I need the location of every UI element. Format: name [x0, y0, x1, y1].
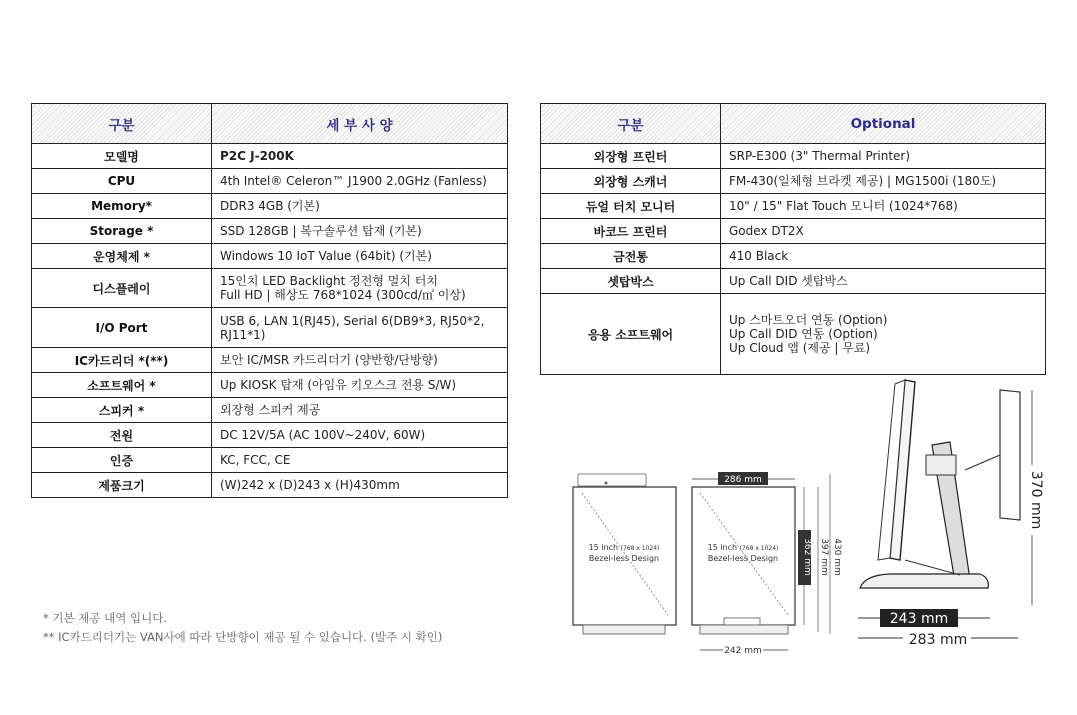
row-label: 외장형 스캐너 — [541, 169, 721, 194]
row-value: Godex DT2X — [721, 219, 1046, 244]
screen-size-label: 15 inch (768 x 1024) — [707, 543, 779, 552]
row-label: 응용 소프트웨어 — [541, 294, 721, 375]
row-value — [212, 269, 508, 308]
row-label: 인증 — [32, 448, 212, 473]
table-row — [541, 144, 1046, 169]
row-label: 바코드 프린터 — [541, 219, 721, 244]
spec-table-header — [32, 104, 508, 144]
row-value: DC 12V/5A (AC 100V~240V, 60W) — [212, 423, 508, 448]
table-row — [541, 219, 1046, 244]
table-row — [32, 269, 508, 308]
row-value-line: 15인치 LED Backlight 정전형 멀치 터치 — [220, 274, 438, 288]
header-optional: Optional — [721, 104, 1046, 144]
dim-width-top: 286 mm — [724, 475, 762, 485]
row-value: 4th Intel® Celeron™ J1900 2.0GHz (Fanless) — [212, 169, 508, 194]
row-label: Memory* — [32, 194, 212, 219]
row-label: 외장형 프린터 — [541, 144, 721, 169]
row-label: 소프트웨어 * — [32, 373, 212, 398]
footnotes — [43, 609, 442, 647]
row-label: 금전통 — [541, 244, 721, 269]
row-label: 전원 — [32, 423, 212, 448]
header-category: 구분 — [32, 104, 212, 144]
row-value: DDR3 4GB (기본) — [212, 194, 508, 219]
table-row — [541, 194, 1046, 219]
optional-table-header — [541, 104, 1046, 144]
row-value: 410 Black — [721, 244, 1046, 269]
row-label: CPU — [32, 169, 212, 194]
optional-table — [540, 103, 1046, 375]
row-value: SRP-E300 (3" Thermal Printer) — [721, 144, 1046, 169]
row-value-line: Up Cloud 앱 (제공 | 무료) — [729, 341, 871, 355]
row-label: 모델명 — [32, 144, 212, 169]
row-value: 10" / 15" Flat Touch 모니터 (1024*768) — [721, 194, 1046, 219]
row-value: Up KIOSK 탑재 (아임유 키오스크 전용 S/W) — [212, 373, 508, 398]
row-value-line: Up 스마트오더 연동 (Option) — [729, 313, 888, 327]
row-value: KC, FCC, CE — [212, 448, 508, 473]
row-value: 외장형 스피커 제공 — [212, 398, 508, 423]
table-row — [541, 294, 1046, 375]
table-row — [32, 308, 508, 348]
row-value: (W)242 x (D)243 x (H)430mm — [212, 473, 508, 498]
row-label: 스피커 * — [32, 398, 212, 423]
screen-size-label: 15 inch (768 x 1024) — [588, 543, 660, 552]
row-value-line: USB 6, LAN 1(RJ45), Serial 6(DB9*3, RJ50*2, — [220, 313, 485, 328]
row-value-line: RJ11*1) — [220, 327, 266, 342]
row-value: Windows 10 IoT Value (64bit) (기본) — [212, 244, 508, 269]
front-view-right — [692, 472, 842, 656]
dim-screen-height: 362 mm — [802, 538, 812, 576]
row-value: FM-430(일체형 브라켓 제공) | MG1500i (180도) — [721, 169, 1046, 194]
table-row — [32, 244, 508, 269]
row-label: I/O Port — [32, 308, 212, 348]
dim-width-bottom: 242 mm — [724, 646, 762, 656]
table-row — [541, 169, 1046, 194]
table-row — [32, 194, 508, 219]
table-row — [32, 348, 508, 373]
footnote: ** IC카드리더기는 VAN사에 따라 단방향이 제공 될 수 있습니다. (발주 시 확인) — [43, 630, 443, 644]
table-row — [32, 219, 508, 244]
spec-table — [31, 103, 508, 498]
row-value-line: Full HD | 해상도 768*1024 (300cd/㎡ 이상) — [220, 288, 466, 302]
row-value: SSD 128GB | 복구솔루션 탑재 (기본) — [212, 219, 508, 244]
table-row — [32, 144, 508, 169]
table-row — [541, 269, 1046, 294]
row-label: 듀얼 터치 모니터 — [541, 194, 721, 219]
table-row — [32, 448, 508, 473]
row-label: IC카드리더 *(**) — [32, 348, 212, 373]
bezel-label: Bezel-less Design — [588, 554, 660, 563]
table-row — [32, 398, 508, 423]
row-label: 제품크기 — [32, 473, 212, 498]
table-row — [32, 169, 508, 194]
table-row — [32, 473, 508, 498]
row-label: 셋탑박스 — [541, 269, 721, 294]
row-value: Up Call DID 셋탑박스 — [721, 269, 1046, 294]
row-value: P2C J-200K — [212, 144, 508, 169]
dim-depth-283: 283 mm — [908, 632, 968, 648]
product-dimension-diagram — [560, 370, 1060, 665]
row-value-line: Up Call DID 연동 (Option) — [729, 327, 878, 341]
header-details: 세 부 사 양 — [212, 104, 508, 144]
dim-430: 430 mm — [832, 538, 842, 576]
row-label: Storage * — [32, 219, 212, 244]
row-value — [212, 308, 508, 348]
table-row — [32, 423, 508, 448]
header-category: 구분 — [541, 104, 721, 144]
table-row — [541, 244, 1046, 269]
dim-depth-243: 243 mm — [889, 611, 949, 627]
dim-397: 397 mm — [819, 538, 829, 576]
side-view — [858, 380, 1044, 648]
row-value: 보안 IC/MSR 카드리더기 (양반향/단방향) — [212, 348, 508, 373]
bezel-label: Bezel-less Design — [707, 554, 779, 563]
table-row — [32, 373, 508, 398]
dim-side-height: 370 mm — [1028, 470, 1044, 530]
row-label: 운영체제 * — [32, 244, 212, 269]
row-value — [721, 294, 1046, 375]
front-view-left — [573, 474, 676, 634]
row-label: 디스플레이 — [32, 269, 212, 308]
footnote: * 기본 제공 내역 입니다. — [43, 611, 168, 625]
